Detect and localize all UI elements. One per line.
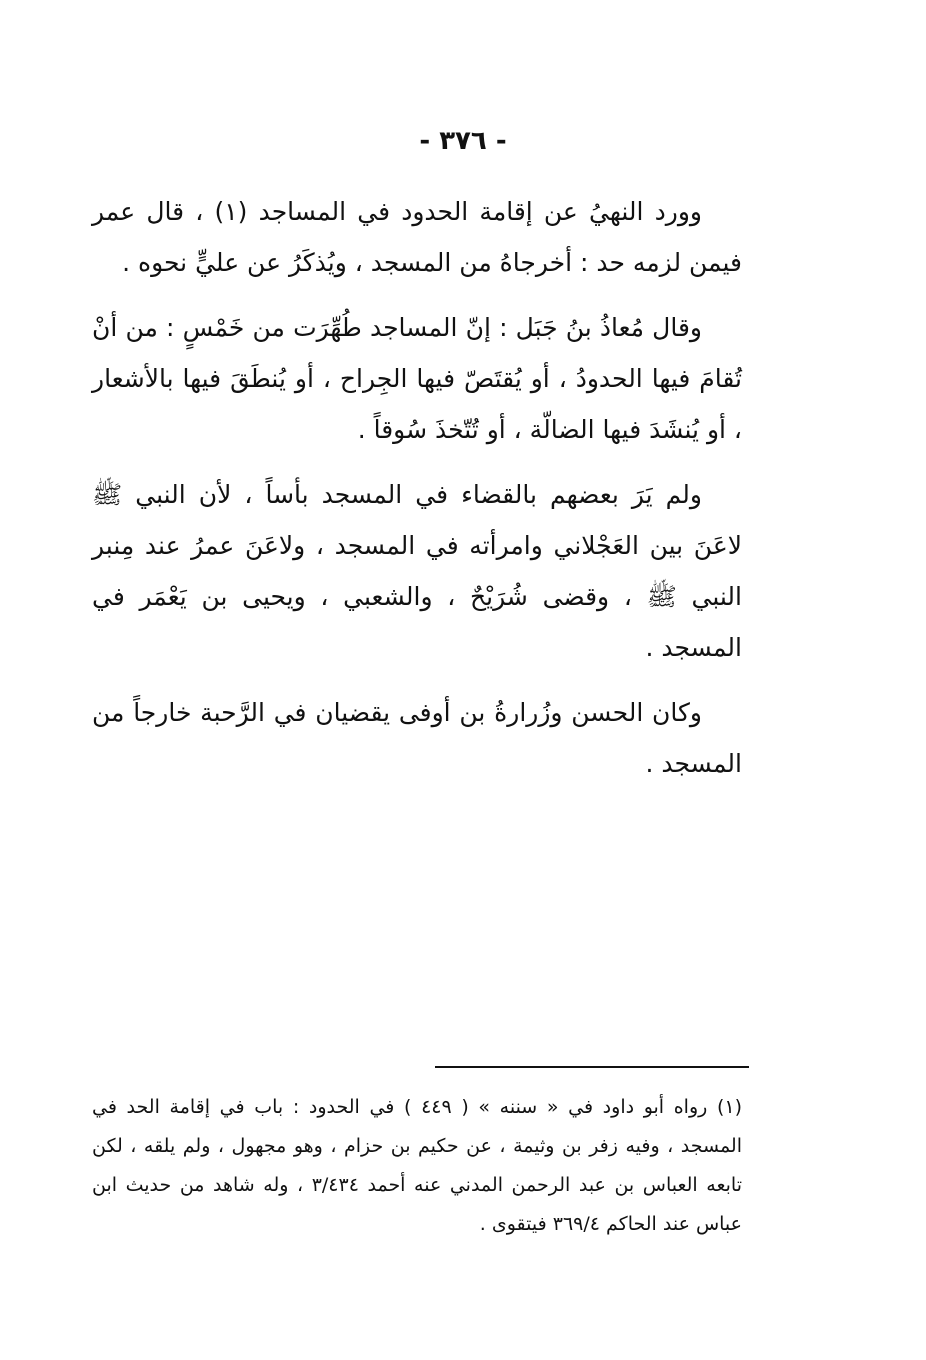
main-text — [92, 186, 742, 803]
paragraph-4: وكان الحسن وزُرارةُ بن أوفى يقضيان في الرَّحبة خارجاً من المسجد . — [92, 698, 742, 778]
footnote-1: (١) رواه أبو داود في « سننه » ( ٤٤٩ ) في الحدود : باب في إقامة الحد في المسجد ، وفيه زفر بن وثيمة ، عن حكيم بن حزام ، وهو مجهول ، ولم يلقه ، لكن تابعه العباس بن عبد الرحمن المدني عنه أحمد ٣/٤٣٤ ، وله شاهد من حديث ابن عباس عند الحاكم ٣٦٩/٤ فيتقوى . — [92, 1096, 742, 1235]
paragraph-2: وقال مُعاذُ بنُ جَبَل : إنّ المساجد طُهِّرَت من خَمْسٍ : من أنْ تُقامَ فيها الحدودُ ، أو يُقتَصّ فيها الجِراح ، أو يُنطَقَ فيها بالأشعار ، أو يُنشَدَ فيها الضالّة ، أو تُتّخذَ سُوقاً . — [92, 313, 742, 444]
paragraph-1: وورد النهيُ عن إقامة الحدود في المساجد (١) ، قال عمر فيمن لزمه حد : أخرجاهُ من المسجد ، ويُذكَرُ عن عليٍّ نحوه . — [92, 197, 742, 277]
footnotes-section — [92, 1088, 742, 1244]
paragraph-3: ولم يَرَ بعضهم بالقضاء في المسجد بأساً ، لأن النبي ﷺ لاعَنَ بين العَجْلاني وامرأته في المسجد ، ولاعَنَ عمرُ عند مِنبر النبي ﷺ ، وقضى شُرَيْحٌ ، والشعبي ، ويحيى بن يَعْمَر في المسجد . — [92, 480, 742, 662]
footnote-divider — [435, 1066, 749, 1068]
page-number: - ٣٧٦ - — [419, 126, 507, 156]
